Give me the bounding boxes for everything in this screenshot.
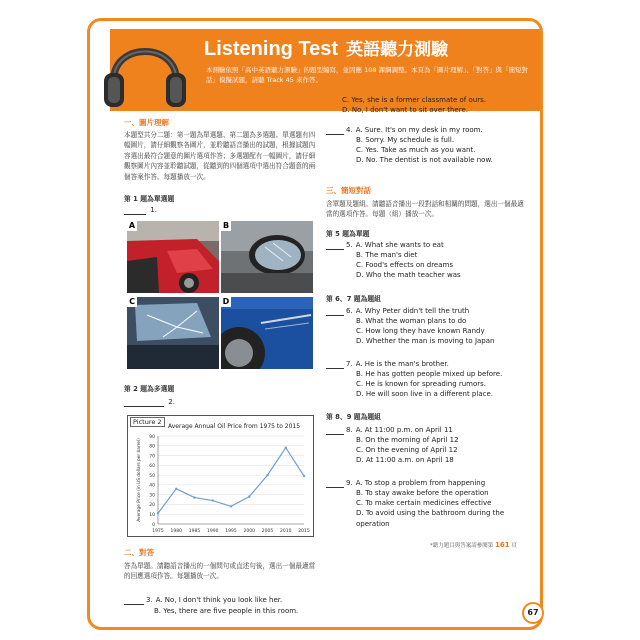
q9-option-d[interactable]: D. To avoid using the bathroom during the [356,509,505,518]
y-axis-label: Average Price (in US dollars per barrel) [137,438,142,522]
q9-answer-line[interactable] [326,478,485,488]
answer-footnote [430,541,517,549]
q9-number: 9. [346,479,353,487]
oil-price-chart [127,415,314,537]
broken-window-photo [127,297,219,369]
q7-option-b[interactable]: B. He has gotten people mixed up before. [356,370,503,378]
y-tick-label: 20 [149,503,155,509]
section3-description: 含單題及題組。請聽語音播出一段對話和相關的問題，選出一個最適當的選項作答。每題（組）播放一次。 [326,200,524,219]
q6-option-b[interactable]: B. What the woman plans to do [356,317,467,325]
q4-number: 4. [346,126,353,134]
y-tick-label: 50 [149,473,155,479]
q4-answer-line[interactable] [326,125,483,135]
footnote-page: 161 [495,541,510,549]
q5-option-d[interactable]: D. Who the math teacher was [356,271,461,280]
q3-option-b[interactable]: B. Yes, there are five people in this room. [154,607,299,615]
section3-heading: 三、簡短對話 [326,186,371,195]
title-chinese: 英語聽力測驗 [346,40,449,59]
q1-answer-line[interactable] [124,205,157,215]
page-number: 67 [522,602,544,624]
footnote-text: *聽力題目與答案請參閱第 [430,543,494,549]
q3-number: 3. [146,596,153,604]
q2-answer-line[interactable] [124,397,175,407]
title-english: Listening Test [204,38,339,60]
data-point [230,505,232,507]
series-line [158,448,304,514]
x-tick-label: 1990 [207,529,219,534]
q5-option-c[interactable]: C. Food's effects on dreams [356,261,453,270]
data-point [212,499,214,501]
x-tick-label: 2010 [280,529,292,534]
q6-option-c[interactable]: C. How long they have known Randy [356,327,485,336]
q4-option-d[interactable]: D. No. The dentist is not available now. [356,156,493,165]
q4-option-c[interactable]: C. Yes. Take as much as you want. [356,146,476,155]
q5-label: 第 5 題為單題 [326,230,370,238]
page-title [204,35,448,61]
q8-options [356,435,459,466]
photo-label-c: C [127,297,137,307]
data-point [303,475,305,477]
q8-number: 8. [346,426,353,434]
data-point [157,512,159,514]
q2-number: 2. [168,398,175,406]
q9-options [356,488,504,529]
x-tick-label: 1995 [225,529,237,534]
q9-option-b[interactable]: B. To stay awake before the operation [356,489,489,497]
q8-option-c[interactable]: C. On the evening of April 12 [356,446,458,455]
data-point [175,488,177,490]
q3-options [154,606,298,616]
data-point [193,496,195,498]
q4-option-b[interactable]: B. Sorry. My schedule is full. [356,136,455,144]
q3-option-c[interactable]: C. Yes, she is a former classmate of ours. [342,96,486,104]
q7-option-d[interactable]: D. He will soon live in a different place. [356,390,493,399]
photo-option-a[interactable] [127,221,219,293]
photo-option-b[interactable] [221,221,313,293]
q6-option-a[interactable]: A. Why Peter didn't tell the truth [355,307,470,315]
y-tick-label: 90 [149,434,155,440]
q8-option-b[interactable]: B. On the morning of April 12 [356,436,459,444]
q8-option-d[interactable]: D. At 11:00 a.m. on April 18 [356,456,454,465]
x-tick-label: 2015 [298,529,310,534]
y-tick-label: 80 [149,444,155,450]
chart-plot [128,416,313,536]
photo-label-b: B [222,221,230,230]
q9-option-d-continued: operation [356,519,390,528]
photo-label-a: A [128,221,136,230]
q5-option-a[interactable]: A. What she wants to eat [355,241,444,249]
data-point [248,495,250,497]
y-tick-label: 70 [149,454,155,460]
q4-option-a[interactable]: A. Sure. It's on my desk in my room. [355,126,483,134]
data-point [285,447,287,449]
chart-title: Average Annual Oil Price from 1975 to 2015 [168,423,301,430]
x-tick-label: 1975 [152,529,164,534]
q9-option-a[interactable]: A. To stop a problem from happening [355,479,486,487]
q3-options-continued [342,95,486,115]
q9-option-c[interactable]: C. To make certain medicines effective [356,499,492,508]
intro-text: 本測驗依照「高中英語聽力測驗」的題型編寫，並因應 108 課綱調整。本頁為「圖片理解」、「對答」與「簡短對話」模擬試題，請聽 Track 45 來作答。 [206,66,529,84]
q6-option-d[interactable]: D. Whether the man is moving to Japan [356,337,495,346]
q5-option-b[interactable]: B. The man's diet [356,251,418,259]
section2-heading: 二、對答 [124,548,154,557]
x-tick-label: 2000 [243,529,255,534]
x-tick-label: 2005 [261,529,274,534]
photo-options-grid [127,221,313,369]
y-tick-label: 60 [149,464,155,470]
data-point [266,474,268,476]
q6-options [356,316,494,347]
q4-options [356,135,493,166]
side-mirror-photo [221,221,313,293]
x-tick-label: 1985 [188,529,201,534]
q6-answer-line[interactable] [326,306,469,316]
q3-option-d[interactable]: D. No, I don't want to sit over there. [342,106,468,115]
q1-label: 第 1 題為單選題 [124,195,175,203]
q2-label: 第 2 題為多選題 [124,385,175,393]
q67-label: 第 6、7 題為題組 [326,295,381,303]
workbook-page [87,18,543,630]
photo-label-d: D [222,297,230,306]
q8-option-a[interactable]: A. At 11:00 p.m. on April 11 [355,426,453,434]
q7-options [356,369,502,400]
chart-picture-tag: Picture 2 [130,417,165,427]
q3-answer-line[interactable] [124,595,282,605]
y-tick-label: 0 [152,522,155,528]
q5-answer-line[interactable] [326,240,444,250]
section2-description: 答為單題。請聽語音播出的一個問句或直述句後，選出一個最適當的回應選項作答。每題播放一次。 [124,562,316,581]
q7-option-a[interactable]: A. He is the man's brother. [355,360,449,368]
y-tick-label: 40 [149,483,155,489]
q7-number: 7. [346,360,353,368]
photo-option-c[interactable] [127,297,219,369]
q8-answer-line[interactable] [326,425,453,435]
q6-number: 6. [346,307,353,315]
y-tick-label: 30 [149,493,155,499]
photo-option-d[interactable] [221,297,313,369]
q5-options [356,250,461,281]
q5-number: 5. [346,241,353,249]
q3-option-a[interactable]: A. No, I don't think you look like her. [155,596,283,604]
y-tick-label: 10 [149,513,155,519]
footnote-suffix: 頁 [511,543,517,549]
scratched-bumper-photo [221,297,313,369]
x-tick-label: 1980 [170,529,182,534]
section1-heading: 一、圖片理解 [124,118,169,127]
q89-label: 第 8、9 題為題組 [326,413,381,421]
q7-answer-line[interactable] [326,359,449,369]
section1-description: 本題型共分二題：第一題為單選題、第二題為多選題。單選題有四幅圖片，請仔細觀察各圖片，並聆聽語音播出的試題，根據試題內容選出最符合題意的圖片選項作答；多選題配有一幅圖片，請仔細觀察圖片內容並聆聽試題，從聽到的四個選項中選出符合題意的兩個答案作答。每題播放一次。 [124,131,316,181]
q1-number: 1. [150,206,157,214]
car-collision-photo [127,221,219,293]
q7-option-c[interactable]: C. He is known for spreading rumors. [356,380,487,389]
headphones-icon [100,25,190,117]
